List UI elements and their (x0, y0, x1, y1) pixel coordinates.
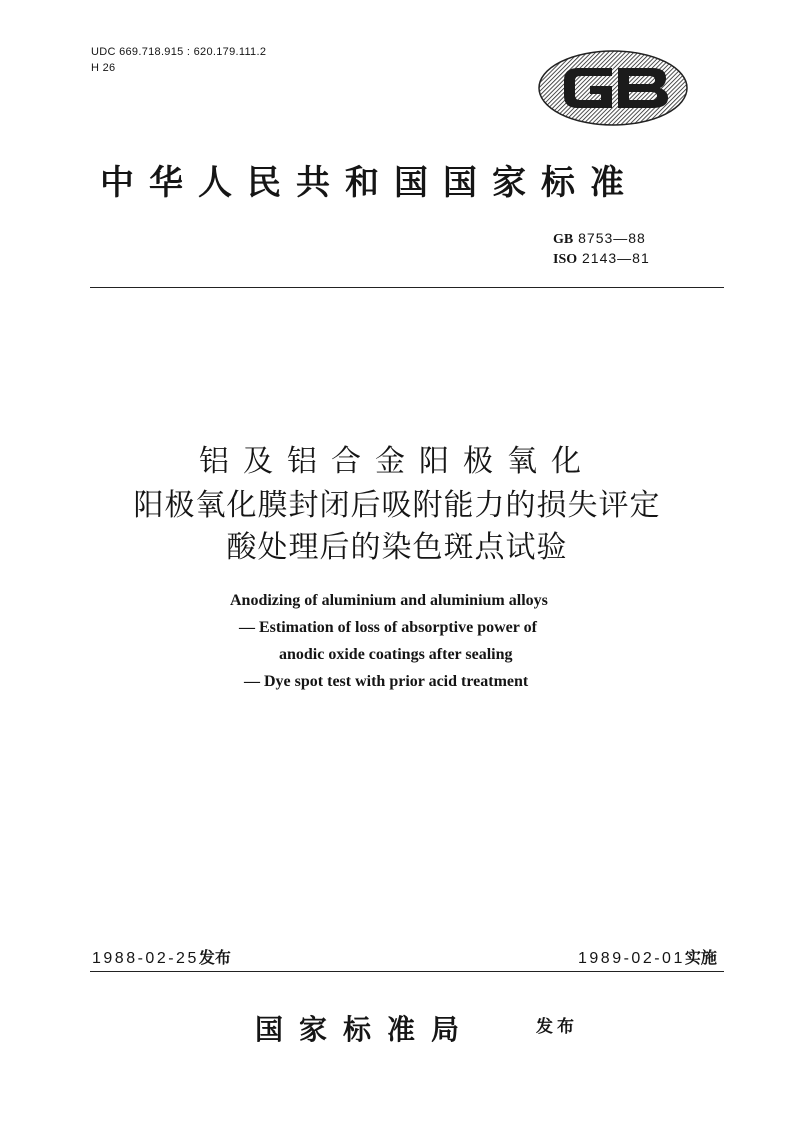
issuer-name: 国家标准局 (255, 1013, 476, 1046)
issue-date-line (92, 945, 231, 968)
iso-prefix: ISO (553, 252, 578, 267)
title-en-line-3: anodic oxide coatings after sealing (279, 646, 513, 663)
footer-divider (90, 971, 724, 972)
title-en-line-1: Anodizing of aluminium and aluminium alloys (230, 592, 548, 609)
standard-codes (553, 229, 650, 269)
title-zh-line-3: 酸处理后的染色斑点试验 (226, 530, 568, 565)
title-en-line-2: — Estimation of loss of absorptive power of (239, 619, 537, 636)
title-zh-line-2: 阳极氧化膜封闭后吸附能力的损失评定 (133, 488, 661, 523)
udc-number: UDC 669.718.915 : 620.179.111.2 (91, 46, 267, 58)
header-divider (90, 287, 724, 288)
gb-code (553, 229, 650, 249)
effective-date: 1989-02-01 (578, 950, 685, 967)
udc-block (91, 44, 266, 76)
gb-prefix: GB (553, 232, 574, 247)
issue-date: 1988-02-25 (92, 950, 199, 967)
issue-label: 发布 (198, 948, 231, 967)
iso-number: 2143—81 (582, 250, 650, 266)
gb-number: 8753—88 (578, 230, 646, 246)
classification-code: H 26 (91, 62, 116, 74)
title-zh-line-1: 铝及铝合金阳极氧化 (199, 444, 595, 479)
issuer-suffix: 发布 (536, 1017, 578, 1037)
effective-date-line (578, 945, 717, 968)
title-en-line-4: — Dye spot test with prior acid treatment (244, 673, 529, 690)
gb-logo (538, 50, 688, 126)
effective-label: 实施 (684, 948, 717, 967)
national-standard-title: 中华人民共和国国家标准 (100, 163, 639, 203)
iso-code (553, 249, 650, 269)
